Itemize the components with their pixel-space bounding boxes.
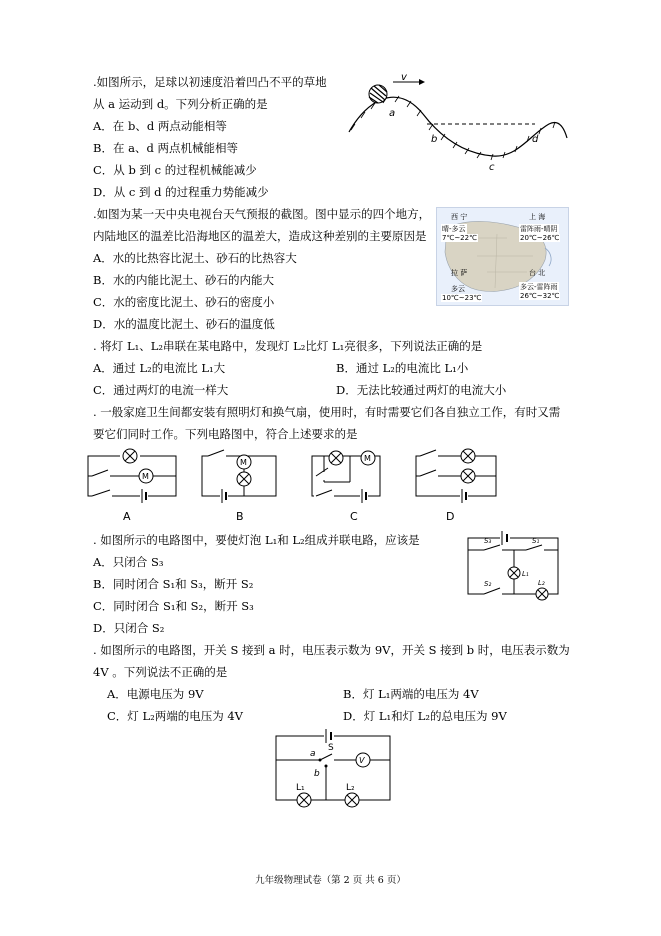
q4-stem-line2: 要它们同时工作。下列电路图中，符合上述要求的是	[93, 427, 358, 441]
map-shanghai-weather: 雷阵雨-晴阴	[520, 225, 558, 233]
q5-l1-label: L₁	[522, 570, 529, 578]
q6-s-label: S	[328, 743, 334, 753]
page-footer: 九年级物理试卷（第 2 页 共 6 页）	[255, 875, 406, 886]
q6-a-label: a	[310, 749, 316, 759]
q5-option-a: A．只闭合 S₃	[93, 555, 164, 569]
q5-s1-label: S₁	[532, 537, 540, 545]
q4-circuit-b	[202, 450, 276, 503]
q1-option-a: A．在 b、d 两点动能相等	[93, 119, 227, 133]
q1-option-b: B．在 a、d 两点机械能相等	[93, 141, 238, 155]
map-xining-city: 西 宁	[451, 213, 468, 221]
q6-circuit-figure	[270, 728, 398, 814]
q2-option-c: C．水的密度比泥土、砂石的密度小	[93, 295, 275, 309]
q3-option-a: A．通过 L₂的电流比 L₁大	[93, 361, 226, 375]
q1-point-a-label: a	[389, 108, 396, 119]
map-taibei-temp: 26℃~32℃	[520, 292, 560, 300]
map-xining-weather: 晴-多云	[442, 225, 466, 233]
map-lasa-weather: 多云	[451, 285, 465, 293]
q2-option-d: D．水的温度比泥土、砂石的温度低	[93, 317, 275, 331]
q6-option-c: C．灯 L₂两端的电压为 4V	[107, 709, 243, 723]
q4-circuit-d	[416, 449, 496, 503]
q2-option-b: B．水的内能比泥土、砂石的内能大	[93, 273, 274, 287]
q1-point-b-label: b	[431, 134, 438, 145]
map-taibei-city: 台 北	[529, 269, 546, 277]
q4-label-b: B	[236, 510, 244, 523]
map-lasa-city: 拉 萨	[451, 269, 468, 277]
q5-s2-label: S₂	[484, 580, 492, 588]
q2-option-a: A．水的比热容比泥土、砂石的比热容大	[93, 251, 297, 265]
q4-b-motor: M	[240, 458, 247, 467]
q2-stem-line1: .如图为某一天中央电视台天气预报的截图。图中显示的四个地方，	[93, 207, 431, 221]
q3-stem: . 将灯 L₁、L₂串联在某电路中，发现灯 L₂比灯 L₁亮很多，下列说法正确的是	[93, 339, 483, 353]
q6-option-d: D．灯 L₁和灯 L₂的总电压为 9V	[343, 709, 507, 723]
q6-option-b: B．灯 L₁两端的电压为 4V	[343, 687, 479, 701]
q1-point-d-label: d	[532, 134, 539, 145]
q6-b-label: b	[314, 769, 320, 779]
q4-circuit-options	[84, 446, 504, 524]
q3-option-b: B．通过 L₂的电流比 L₁小	[336, 361, 469, 375]
q4-label-a: A	[123, 510, 131, 523]
q6-option-a: A．电源电压为 9V	[107, 687, 204, 701]
q1-velocity-label: v	[401, 72, 407, 83]
q1-stem-line2: 从 a 运动到 d。下列分析正确的是	[93, 97, 268, 111]
q6-stem-line1: . 如图所示的电路图，开关 S 接到 a 时，电压表示数为 9V，开关 S 接到 b 时，电压表示数为	[93, 643, 570, 657]
map-taibei-weather: 多云-雷阵雨	[520, 283, 558, 291]
q6-l2-label: L₂	[346, 783, 355, 793]
q5-option-b: B．同时闭合 S₁和 S₃，断开 S₂	[93, 577, 254, 591]
q6-l1-label: L₁	[296, 783, 305, 793]
map-shanghai-city: 上 海	[529, 213, 546, 221]
q5-s3-label: S₃	[484, 537, 492, 545]
q4-stem-line1: . 一般家庭卫生间都安装有照明灯和换气扇，使用时，有时需要它们各自独立工作，有时又需	[93, 405, 561, 419]
q1-option-d: D．从 c 到 d 的过程重力势能减少	[93, 185, 269, 199]
q4-label-c: C	[350, 510, 358, 523]
q2-weather-map	[436, 207, 569, 306]
q1-point-c-label: c	[489, 162, 495, 173]
q3-option-d: D．无法比较通过两灯的电流大小	[336, 383, 507, 397]
q1-ball-terrain-figure	[345, 72, 573, 180]
q4-circuit-a	[88, 448, 176, 503]
q2-stem-line2: 内陆地区的温差比沿海地区的温差大，造成这种差别的主要原因是	[93, 229, 427, 243]
q5-circuit-figure	[460, 530, 570, 604]
q5-option-d: D．只闭合 S₂	[93, 621, 165, 635]
map-xining-temp: 7℃~22℃	[442, 234, 477, 242]
map-lasa-temp: 10℃~23℃	[442, 294, 482, 302]
q5-l2-label: L₂	[538, 579, 545, 587]
q4-label-d: D	[446, 510, 455, 523]
q4-circuit-c	[312, 451, 380, 503]
q4-a-motor: M	[142, 472, 149, 481]
q1-stem-line1: .如图所示，足球以初速度沿着凹凸不平的草地	[93, 75, 327, 89]
map-shanghai-temp: 20℃~26℃	[520, 234, 560, 242]
q5-stem: . 如图所示的电路图中，要使灯泡 L₁和 L₂组成并联电路，应该是	[93, 533, 420, 547]
q1-option-c: C．从 b 到 c 的过程机械能减少	[93, 163, 257, 177]
q4-c-motor: M	[364, 454, 371, 463]
q5-option-c: C．同时闭合 S₁和 S₂，断开 S₃	[93, 599, 254, 613]
q6-voltmeter-label: V	[359, 756, 365, 765]
q6-stem-line2: 4V 。下列说法不正确的是	[93, 665, 228, 679]
q3-option-c: C．通过两灯的电流一样大	[93, 383, 229, 397]
